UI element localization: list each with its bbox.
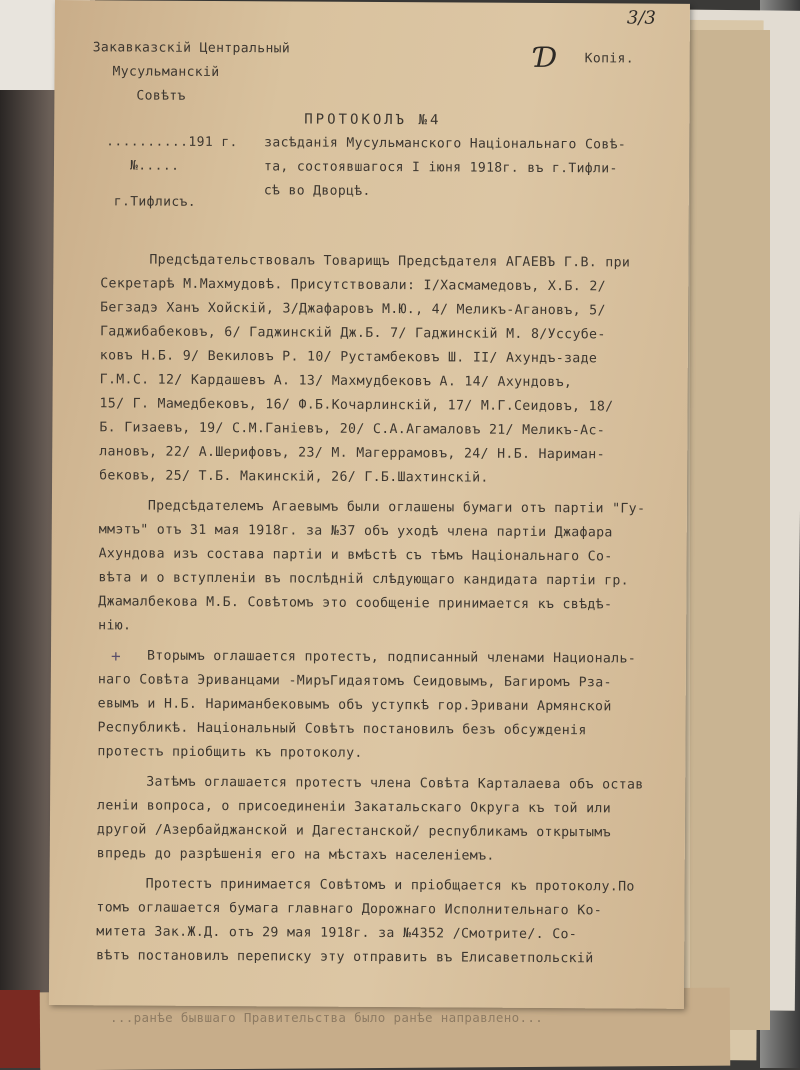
- org-header-line: Закавказскій Центральный: [92, 40, 291, 57]
- body-line: Республикѣ. Національный Совѣтъ постановилъ безъ обсужденія: [97, 720, 587, 739]
- body-line: Протестъ принимается Совѣтомъ и пріобщается къ протоколу.По: [145, 876, 635, 895]
- subtitle-line: засѣданія Мусульманского Національнаго Совѣ-: [264, 135, 627, 153]
- body-line: Вторымъ оглашается протестъ, подписанный членами Националь-: [146, 648, 637, 667]
- margin-plus-mark: +: [110, 646, 122, 666]
- body-line: Гаджибабековъ, 6/ Гаджинскій Дж.Б. 7/ Гаджинскій М. 8/Уссубе-: [99, 324, 606, 343]
- org-header-line: Мусульманскій: [112, 64, 220, 81]
- subtitle-line: сѣ во Дворцѣ.: [263, 183, 371, 199]
- body-line: Бегзадэ Ханъ Хойскій, 3/Джафаровъ М.Ю., 4/ Меликъ-Агановъ, 5/: [100, 300, 606, 319]
- city-line: г.Тифлисъ.: [113, 194, 197, 210]
- body-line: томъ оглашается бумага главнаго Дорожнаго Исполнительнаго Ко-: [96, 900, 603, 919]
- body-line: вѣтъ постановилъ переписку эту отправить въ Елисаветпольскій: [96, 948, 594, 967]
- org-header-line: Совѣтъ: [136, 88, 186, 104]
- number-line: №.....: [129, 158, 180, 174]
- body-line: Секретарѣ М.Махмудовѣ. Присутствовали: I/Хасмамедовъ, Х.Б. 2/: [100, 276, 606, 295]
- body-line: другой /Азербайджанской и Дагестанской/ республикамъ открытымъ: [96, 822, 611, 841]
- red-folder-edge: [0, 990, 40, 1068]
- body-line: 15/ Г. Мамедбековъ, 16/ Ф.Б.Кочарлинскій, 17/ М.Г.Сеидовъ, 18/: [99, 396, 614, 415]
- date-line: ..........191 г.: [106, 134, 238, 151]
- body-line: ковъ Н.Б. 9/ Векиловъ Р. 10/ Рустамбековъ Ш. II/ Ахундъ-заде: [99, 348, 598, 367]
- body-line: Ахундова изъ состава партіи и вмѣстѣ съ тѣмъ Національнаго Со-: [98, 546, 613, 565]
- underlying-sheet: [690, 30, 770, 1030]
- body-line: впредь до разрѣшенія его на мѣстахъ населеніемъ.: [96, 846, 495, 864]
- body-line: Г.М.С. 12/ Кардашевъ А. 13/ Махмудбековъ А. 14/ Ахундовъ,: [99, 372, 573, 391]
- handwritten-folio-number: 3/3: [626, 7, 656, 29]
- body-line: нію.: [98, 618, 132, 634]
- body-line: наго Совѣта Эриванцами -МиръГидаятомъ Сеидовымъ, Багиромъ Рза-: [97, 672, 612, 691]
- body-line: Джамалбекова М.Б. Совѣтомъ это сообщеніе принимается къ свѣдѣ-: [98, 594, 613, 613]
- copy-label: Копія.: [584, 51, 635, 67]
- body-line: леніи вопроса, о присоединеніи Закатальскаго Округа къ той или: [97, 798, 612, 817]
- protocol-page: [49, 0, 690, 1009]
- body-line-bottom-sheet: ...ранѣе бывшаго Правительства было ранѣе направлено...: [110, 1010, 544, 1025]
- body-line: Затѣмъ оглашается протестъ члена Совѣта Карталаева объ остав: [146, 774, 644, 793]
- body-line: вѣта и о вступленіи въ послѣдній слѣдующаго кандидата партіи гр.: [98, 570, 630, 589]
- body-line: протестъ пріобщить къ протоколу.: [97, 744, 363, 761]
- subtitle-line: та, состоявшагося I іюня 1918г. въ г.Тифли-: [263, 159, 618, 177]
- protocol-title: ПРОТОКОЛЪ №4: [304, 111, 442, 129]
- body-line: евымъ и Н.Б. Нариманбековымъ объ уступкѣ гор.Эривани Армянской: [97, 696, 612, 715]
- handwritten-mark: Ɗ: [534, 40, 558, 75]
- body-line: ммэтъ" отъ 31 мая 1918г. за №37 объ уходѣ члена партіи Джафара: [98, 522, 613, 541]
- body-line: митета Зак.Ж.Д. отъ 29 мая 1918г. за №4352 /Смотрите/. Со-: [96, 924, 578, 943]
- body-line: бековъ, 25/ Т.Б. Макинскій, 26/ Г.Б.Шахтинскій.: [99, 468, 489, 486]
- body-line: Предсѣдателемъ Агаевымъ были оглашены бумаги отъ партіи "Гу-: [147, 498, 646, 517]
- body-line: Предсѣдательствовалъ Товарищъ Предсѣдателя АГАЕВЪ Г.В. при: [149, 252, 631, 271]
- body-line: лановъ, 22/ А.Шерифовъ, 23/ М. Магеррамовъ, 24/ Н.Б. Нариман-: [99, 444, 605, 463]
- body-line: Б. Гизаевъ, 19/ С.М.Ганіевъ, 20/ С.А.Агамаловъ 21/ Меликъ-Ас-: [99, 420, 606, 439]
